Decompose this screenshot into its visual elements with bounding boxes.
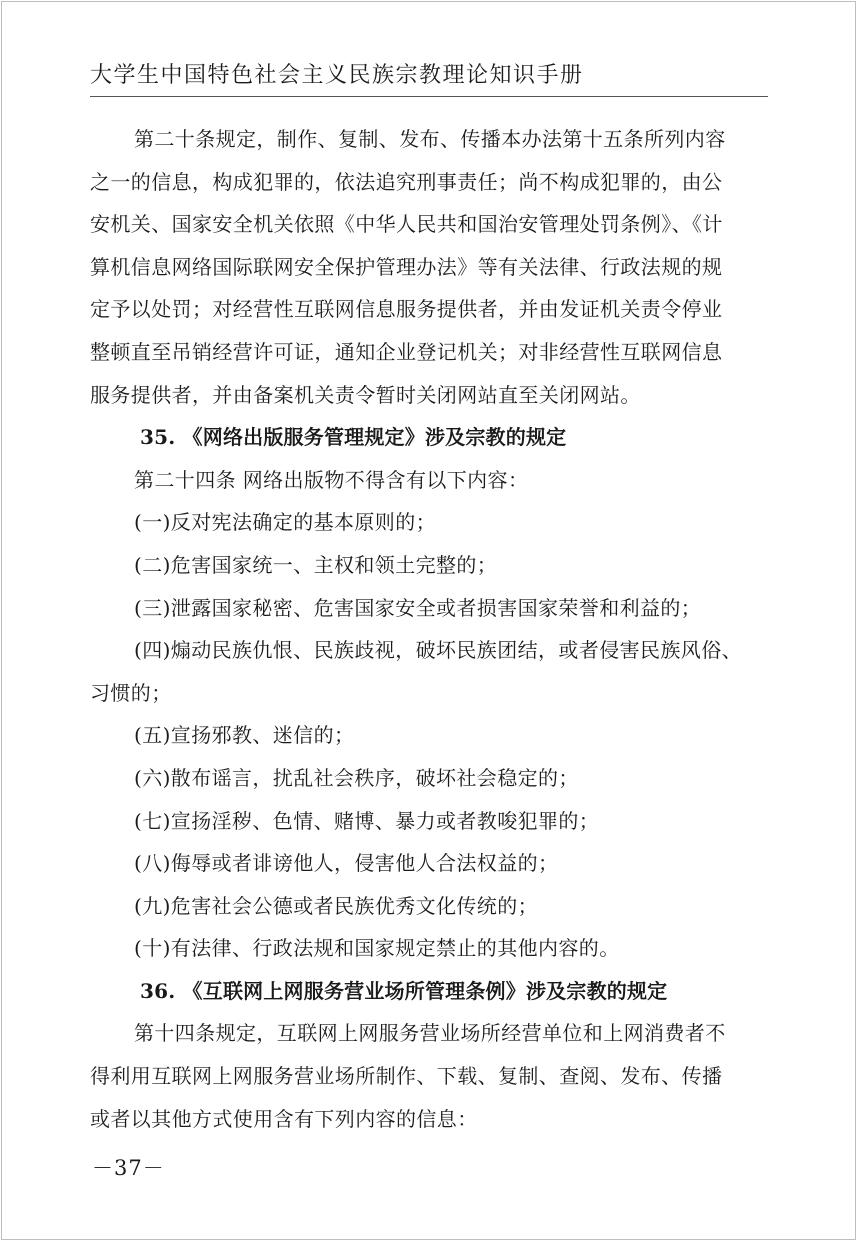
body-line: 整顿直至吊销经营许可证，通知企业登记机关；对非经营性互联网信息	[90, 339, 723, 364]
list-item: (八)侮辱或者诽谤他人，侵害他人合法权益的；	[134, 851, 559, 876]
list-item: (九)危害社会公德或者民族优秀文化传统的；	[134, 893, 539, 918]
list-item: (五)宣扬邪教、迷信的；	[134, 723, 355, 748]
list-item: (三)泄露国家秘密、危害国家安全或者损害国家荣誉和利益的；	[134, 595, 702, 620]
list-item: (一)反对宪法确定的基本原则的；	[134, 510, 437, 535]
body-line: 算机信息网络国际联网安全保护管理办法》等有关法律、行政法规的规	[90, 254, 723, 279]
page-number: －37－	[92, 1156, 165, 1180]
body-line: 定予以处罚；对经营性互联网信息服务提供者，并由发证机关责令停业	[90, 297, 723, 322]
page-body	[90, 118, 772, 1140]
body-line: 第十四条规定，互联网上网服务营业场所经营单位和上网消费者不	[134, 1021, 726, 1046]
body-line: 第二十四条 网络出版物不得含有以下内容：	[134, 467, 529, 492]
body-line: 之一的信息，构成犯罪的，依法追究刑事责任；尚不构成犯罪的，由公	[90, 169, 723, 194]
running-header: 大学生中国特色社会主义民族宗教理论知识手册	[90, 63, 584, 88]
list-item: (六)散布谣言，扰乱社会秩序，破坏社会稳定的；	[134, 765, 579, 790]
body-line: 第二十条规定，制作、复制、发布、传播本办法第十五条所列内容	[134, 127, 726, 151]
body-line: 安机关、国家安全机关依照《中华人民共和国治安管理处罚条例》、《计	[90, 212, 723, 237]
header-rule	[90, 96, 768, 97]
list-item: (七)宣扬淫秽、色情、赌博、暴力或者教唆犯罪的；	[134, 808, 600, 833]
body-line: 或者以其他方式使用含有下列内容的信息：	[90, 1106, 478, 1131]
list-item: (二)危害国家统一、主权和领土完整的；	[134, 552, 498, 577]
body-line: 得利用互联网上网服务营业场所制作、下载、复制、查阅、发布、传播	[90, 1064, 723, 1089]
body-line: 服务提供者，并由备案机关责令暂时关闭网站直至关闭网站。	[90, 382, 641, 407]
section-heading: 35. 《网络出版服务管理规定》涉及宗教的规定	[140, 425, 567, 450]
section-heading: 36. 《互联网上网服务营业场所管理条例》涉及宗教的规定	[140, 978, 668, 1003]
list-item: (四)煽动民族仇恨、民族歧视，破坏民族团结，或者侵害民族风俗、	[134, 638, 743, 663]
list-item: (十)有法律、行政法规和国家规定禁止的其他内容的。	[134, 936, 620, 961]
document-page	[1, 1, 856, 1240]
list-item-continuation: 习惯的；	[90, 680, 172, 705]
